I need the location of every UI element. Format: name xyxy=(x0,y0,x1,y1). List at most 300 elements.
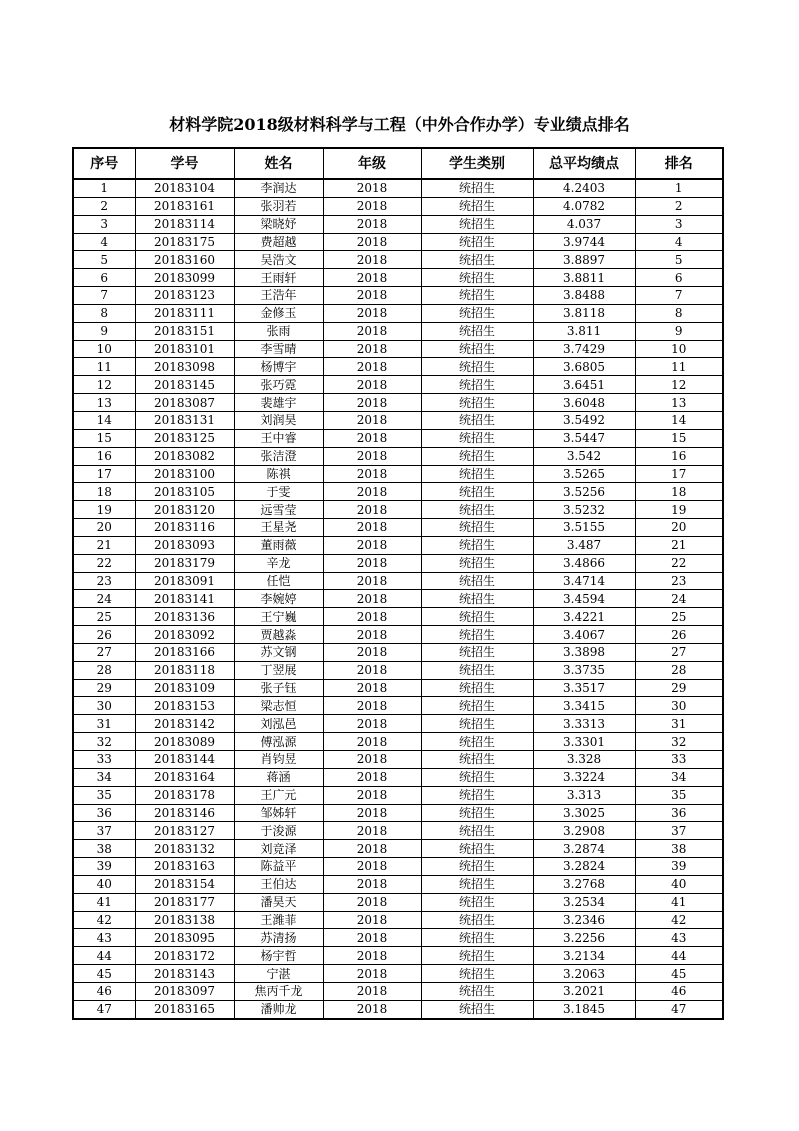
cell-grade: 2018 xyxy=(323,608,421,626)
cell-student-type: 统招生 xyxy=(421,215,533,233)
cell-seq: 1 xyxy=(73,179,135,197)
cell-rank: 36 xyxy=(635,804,723,822)
cell-gpa: 3.3025 xyxy=(533,804,635,822)
cell-student-id: 20183109 xyxy=(135,679,234,697)
table-row xyxy=(73,358,723,376)
cell-seq: 26 xyxy=(73,626,135,644)
cell-student-type: 统招生 xyxy=(421,287,533,305)
cell-name: 潘昊天 xyxy=(234,893,323,911)
cell-gpa: 3.313 xyxy=(533,786,635,804)
column-header-seq: 序号 xyxy=(73,148,135,179)
cell-rank: 25 xyxy=(635,608,723,626)
cell-rank: 42 xyxy=(635,911,723,929)
table-row xyxy=(73,501,723,519)
cell-student-id: 20183127 xyxy=(135,822,234,840)
cell-name: 蒋涵 xyxy=(234,768,323,786)
cell-student-type: 统招生 xyxy=(421,679,533,697)
cell-rank: 30 xyxy=(635,697,723,715)
cell-name: 裴雄宇 xyxy=(234,394,323,412)
table-row xyxy=(73,179,723,197)
table-row xyxy=(73,840,723,858)
cell-student-type: 统招生 xyxy=(421,608,533,626)
table-row xyxy=(73,215,723,233)
cell-gpa: 3.3415 xyxy=(533,697,635,715)
cell-grade: 2018 xyxy=(323,929,421,947)
cell-gpa: 3.3517 xyxy=(533,679,635,697)
table-row xyxy=(73,786,723,804)
cell-grade: 2018 xyxy=(323,322,421,340)
cell-grade: 2018 xyxy=(323,197,421,215)
cell-student-id: 20183114 xyxy=(135,215,234,233)
table-row xyxy=(73,197,723,215)
cell-student-id: 20183144 xyxy=(135,751,234,769)
cell-grade: 2018 xyxy=(323,358,421,376)
table-row xyxy=(73,822,723,840)
table-row xyxy=(73,465,723,483)
cell-grade: 2018 xyxy=(323,822,421,840)
cell-student-type: 统招生 xyxy=(421,626,533,644)
cell-name: 张雨 xyxy=(234,322,323,340)
cell-student-id: 20183164 xyxy=(135,768,234,786)
table-row xyxy=(73,519,723,537)
cell-student-id: 20183082 xyxy=(135,447,234,465)
cell-name: 王宁巍 xyxy=(234,608,323,626)
table-row xyxy=(73,304,723,322)
cell-name: 任恺 xyxy=(234,572,323,590)
cell-gpa: 3.6048 xyxy=(533,394,635,412)
cell-student-type: 统招生 xyxy=(421,340,533,358)
cell-student-id: 20183141 xyxy=(135,590,234,608)
cell-name: 焦丙千龙 xyxy=(234,982,323,1000)
cell-rank: 17 xyxy=(635,465,723,483)
cell-rank: 29 xyxy=(635,679,723,697)
cell-student-id: 20183087 xyxy=(135,394,234,412)
gpa-ranking-table xyxy=(72,147,724,1020)
cell-grade: 2018 xyxy=(323,376,421,394)
cell-gpa: 3.5265 xyxy=(533,465,635,483)
cell-student-id: 20183092 xyxy=(135,626,234,644)
cell-student-id: 20183175 xyxy=(135,233,234,251)
cell-grade: 2018 xyxy=(323,982,421,1000)
cell-seq: 21 xyxy=(73,536,135,554)
cell-rank: 38 xyxy=(635,840,723,858)
cell-student-type: 统招生 xyxy=(421,715,533,733)
page-title: 材料学院2018级材料科学与工程（中外合作办学）专业绩点排名 xyxy=(169,115,630,134)
cell-rank: 26 xyxy=(635,626,723,644)
cell-student-type: 统招生 xyxy=(421,447,533,465)
cell-seq: 42 xyxy=(73,911,135,929)
cell-name: 杨宇哲 xyxy=(234,947,323,965)
cell-student-id: 20183093 xyxy=(135,536,234,554)
table-row xyxy=(73,982,723,1000)
cell-name: 金修玉 xyxy=(234,304,323,322)
cell-student-type: 统招生 xyxy=(421,251,533,269)
cell-seq: 25 xyxy=(73,608,135,626)
cell-gpa: 3.5155 xyxy=(533,519,635,537)
cell-seq: 35 xyxy=(73,786,135,804)
cell-student-type: 统招生 xyxy=(421,893,533,911)
cell-seq: 38 xyxy=(73,840,135,858)
cell-student-id: 20183116 xyxy=(135,519,234,537)
table-row xyxy=(73,911,723,929)
cell-name: 梁晓妤 xyxy=(234,215,323,233)
cell-grade: 2018 xyxy=(323,519,421,537)
cell-student-type: 统招生 xyxy=(421,875,533,893)
cell-seq: 7 xyxy=(73,287,135,305)
cell-rank: 46 xyxy=(635,982,723,1000)
cell-student-type: 统招生 xyxy=(421,554,533,572)
cell-grade: 2018 xyxy=(323,643,421,661)
cell-gpa: 3.7429 xyxy=(533,340,635,358)
table-row xyxy=(73,322,723,340)
cell-seq: 34 xyxy=(73,768,135,786)
cell-rank: 47 xyxy=(635,1000,723,1018)
cell-rank: 4 xyxy=(635,233,723,251)
cell-grade: 2018 xyxy=(323,304,421,322)
cell-rank: 31 xyxy=(635,715,723,733)
cell-student-type: 统招生 xyxy=(421,411,533,429)
cell-grade: 2018 xyxy=(323,875,421,893)
cell-name: 刘泓邑 xyxy=(234,715,323,733)
cell-gpa: 3.5232 xyxy=(533,501,635,519)
cell-rank: 21 xyxy=(635,536,723,554)
cell-student-id: 20183125 xyxy=(135,429,234,447)
table-row xyxy=(73,875,723,893)
header-row xyxy=(73,148,723,179)
column-header-rank: 排名 xyxy=(635,148,723,179)
cell-rank: 2 xyxy=(635,197,723,215)
cell-gpa: 3.3301 xyxy=(533,733,635,751)
cell-gpa: 3.6805 xyxy=(533,358,635,376)
cell-rank: 10 xyxy=(635,340,723,358)
cell-student-type: 统招生 xyxy=(421,197,533,215)
cell-seq: 33 xyxy=(73,751,135,769)
cell-name: 王雨轩 xyxy=(234,269,323,287)
cell-grade: 2018 xyxy=(323,1000,421,1018)
cell-name: 王星尧 xyxy=(234,519,323,537)
cell-seq: 23 xyxy=(73,572,135,590)
table-row xyxy=(73,965,723,983)
cell-seq: 15 xyxy=(73,429,135,447)
cell-gpa: 3.811 xyxy=(533,322,635,340)
cell-grade: 2018 xyxy=(323,893,421,911)
cell-student-type: 统招生 xyxy=(421,929,533,947)
cell-grade: 2018 xyxy=(323,804,421,822)
cell-student-type: 统招生 xyxy=(421,376,533,394)
cell-student-type: 统招生 xyxy=(421,947,533,965)
cell-rank: 9 xyxy=(635,322,723,340)
cell-grade: 2018 xyxy=(323,287,421,305)
table-row xyxy=(73,429,723,447)
table-row xyxy=(73,269,723,287)
cell-student-id: 20183177 xyxy=(135,893,234,911)
cell-student-id: 20183136 xyxy=(135,608,234,626)
cell-rank: 39 xyxy=(635,858,723,876)
cell-name: 吴浩文 xyxy=(234,251,323,269)
cell-student-id: 20183098 xyxy=(135,358,234,376)
cell-gpa: 3.3224 xyxy=(533,768,635,786)
cell-grade: 2018 xyxy=(323,590,421,608)
cell-student-type: 统招生 xyxy=(421,697,533,715)
cell-gpa: 3.1845 xyxy=(533,1000,635,1018)
cell-gpa: 3.8488 xyxy=(533,287,635,305)
cell-student-type: 统招生 xyxy=(421,483,533,501)
cell-student-id: 20183165 xyxy=(135,1000,234,1018)
cell-grade: 2018 xyxy=(323,751,421,769)
cell-name: 傅泓源 xyxy=(234,733,323,751)
cell-student-id: 20183138 xyxy=(135,911,234,929)
cell-seq: 44 xyxy=(73,947,135,965)
cell-seq: 14 xyxy=(73,411,135,429)
cell-student-id: 20183132 xyxy=(135,840,234,858)
table-row xyxy=(73,483,723,501)
cell-seq: 20 xyxy=(73,519,135,537)
cell-student-type: 统招生 xyxy=(421,304,533,322)
table-row xyxy=(73,947,723,965)
column-header-student-type: 学生类别 xyxy=(421,148,533,179)
cell-seq: 18 xyxy=(73,483,135,501)
cell-name: 肖钧昱 xyxy=(234,751,323,769)
cell-gpa: 3.4594 xyxy=(533,590,635,608)
cell-name: 丁翌展 xyxy=(234,661,323,679)
cell-gpa: 3.5492 xyxy=(533,411,635,429)
cell-gpa: 3.5447 xyxy=(533,429,635,447)
cell-gpa: 3.6451 xyxy=(533,376,635,394)
cell-student-type: 统招生 xyxy=(421,840,533,858)
cell-name: 李婉婷 xyxy=(234,590,323,608)
cell-student-id: 20183166 xyxy=(135,643,234,661)
cell-student-type: 统招生 xyxy=(421,465,533,483)
cell-rank: 11 xyxy=(635,358,723,376)
cell-student-id: 20183161 xyxy=(135,197,234,215)
cell-student-type: 统招生 xyxy=(421,519,533,537)
cell-grade: 2018 xyxy=(323,626,421,644)
cell-grade: 2018 xyxy=(323,911,421,929)
table-row xyxy=(73,697,723,715)
cell-name: 王中睿 xyxy=(234,429,323,447)
cell-rank: 35 xyxy=(635,786,723,804)
cell-gpa: 3.9744 xyxy=(533,233,635,251)
cell-rank: 1 xyxy=(635,179,723,197)
cell-rank: 19 xyxy=(635,501,723,519)
cell-rank: 18 xyxy=(635,483,723,501)
cell-gpa: 3.8118 xyxy=(533,304,635,322)
cell-gpa: 3.2908 xyxy=(533,822,635,840)
cell-student-id: 20183143 xyxy=(135,965,234,983)
table-row xyxy=(73,376,723,394)
cell-seq: 45 xyxy=(73,965,135,983)
cell-seq: 11 xyxy=(73,358,135,376)
cell-seq: 6 xyxy=(73,269,135,287)
cell-seq: 29 xyxy=(73,679,135,697)
cell-student-id: 20183131 xyxy=(135,411,234,429)
cell-gpa: 3.3313 xyxy=(533,715,635,733)
cell-grade: 2018 xyxy=(323,697,421,715)
cell-rank: 44 xyxy=(635,947,723,965)
cell-seq: 24 xyxy=(73,590,135,608)
cell-student-id: 20183179 xyxy=(135,554,234,572)
table-row xyxy=(73,394,723,412)
cell-seq: 46 xyxy=(73,982,135,1000)
cell-seq: 47 xyxy=(73,1000,135,1018)
cell-rank: 45 xyxy=(635,965,723,983)
cell-gpa: 3.3898 xyxy=(533,643,635,661)
cell-student-type: 统招生 xyxy=(421,394,533,412)
cell-name: 于浚源 xyxy=(234,822,323,840)
cell-grade: 2018 xyxy=(323,679,421,697)
cell-rank: 15 xyxy=(635,429,723,447)
cell-rank: 27 xyxy=(635,643,723,661)
cell-name: 王潍菲 xyxy=(234,911,323,929)
cell-gpa: 3.2874 xyxy=(533,840,635,858)
cell-rank: 5 xyxy=(635,251,723,269)
cell-seq: 28 xyxy=(73,661,135,679)
cell-student-type: 统招生 xyxy=(421,643,533,661)
cell-seq: 31 xyxy=(73,715,135,733)
column-header-name: 姓名 xyxy=(234,148,323,179)
cell-rank: 40 xyxy=(635,875,723,893)
column-header-gpa: 总平均绩点 xyxy=(533,148,635,179)
cell-gpa: 3.4866 xyxy=(533,554,635,572)
cell-student-id: 20183105 xyxy=(135,483,234,501)
cell-gpa: 3.4067 xyxy=(533,626,635,644)
cell-seq: 27 xyxy=(73,643,135,661)
cell-grade: 2018 xyxy=(323,483,421,501)
cell-name: 王伯达 xyxy=(234,875,323,893)
table-row xyxy=(73,643,723,661)
cell-student-id: 20183145 xyxy=(135,376,234,394)
cell-grade: 2018 xyxy=(323,215,421,233)
cell-student-type: 统招生 xyxy=(421,733,533,751)
cell-name: 张羽若 xyxy=(234,197,323,215)
cell-gpa: 4.0782 xyxy=(533,197,635,215)
cell-seq: 13 xyxy=(73,394,135,412)
cell-grade: 2018 xyxy=(323,768,421,786)
cell-student-type: 统招生 xyxy=(421,661,533,679)
table-row xyxy=(73,340,723,358)
cell-name: 费超越 xyxy=(234,233,323,251)
cell-grade: 2018 xyxy=(323,179,421,197)
cell-student-type: 统招生 xyxy=(421,858,533,876)
cell-student-id: 20183142 xyxy=(135,715,234,733)
cell-rank: 12 xyxy=(635,376,723,394)
cell-rank: 34 xyxy=(635,768,723,786)
cell-name: 梁志恒 xyxy=(234,697,323,715)
cell-grade: 2018 xyxy=(323,233,421,251)
table-row xyxy=(73,554,723,572)
cell-gpa: 4.037 xyxy=(533,215,635,233)
cell-gpa: 3.2534 xyxy=(533,893,635,911)
cell-seq: 12 xyxy=(73,376,135,394)
cell-name: 刘竞泽 xyxy=(234,840,323,858)
cell-rank: 7 xyxy=(635,287,723,305)
cell-seq: 19 xyxy=(73,501,135,519)
cell-rank: 6 xyxy=(635,269,723,287)
cell-student-type: 统招生 xyxy=(421,179,533,197)
cell-seq: 16 xyxy=(73,447,135,465)
cell-name: 辛龙 xyxy=(234,554,323,572)
cell-name: 远雪莹 xyxy=(234,501,323,519)
cell-student-id: 20183160 xyxy=(135,251,234,269)
table-row xyxy=(73,679,723,697)
cell-name: 刘润昊 xyxy=(234,411,323,429)
cell-rank: 16 xyxy=(635,447,723,465)
cell-seq: 30 xyxy=(73,697,135,715)
cell-name: 杨博宇 xyxy=(234,358,323,376)
cell-gpa: 3.487 xyxy=(533,536,635,554)
cell-student-type: 统招生 xyxy=(421,804,533,822)
cell-student-type: 统招生 xyxy=(421,965,533,983)
table-row xyxy=(73,858,723,876)
cell-student-id: 20183153 xyxy=(135,697,234,715)
table-row xyxy=(73,536,723,554)
cell-grade: 2018 xyxy=(323,858,421,876)
cell-rank: 33 xyxy=(635,751,723,769)
cell-student-id: 20183100 xyxy=(135,465,234,483)
column-header-student-id: 学号 xyxy=(135,148,234,179)
cell-gpa: 3.2768 xyxy=(533,875,635,893)
cell-student-id: 20183097 xyxy=(135,982,234,1000)
cell-student-type: 统招生 xyxy=(421,786,533,804)
cell-student-type: 统招生 xyxy=(421,768,533,786)
cell-name: 贾越淼 xyxy=(234,626,323,644)
cell-seq: 10 xyxy=(73,340,135,358)
table-row xyxy=(73,608,723,626)
cell-name: 董雨薇 xyxy=(234,536,323,554)
cell-seq: 2 xyxy=(73,197,135,215)
cell-name: 邹姊轩 xyxy=(234,804,323,822)
cell-grade: 2018 xyxy=(323,965,421,983)
cell-student-id: 20183101 xyxy=(135,340,234,358)
cell-grade: 2018 xyxy=(323,251,421,269)
cell-student-type: 统招生 xyxy=(421,911,533,929)
cell-grade: 2018 xyxy=(323,269,421,287)
cell-gpa: 3.2346 xyxy=(533,911,635,929)
cell-name: 苏文钢 xyxy=(234,643,323,661)
cell-grade: 2018 xyxy=(323,411,421,429)
cell-gpa: 3.8897 xyxy=(533,251,635,269)
cell-rank: 41 xyxy=(635,893,723,911)
cell-seq: 43 xyxy=(73,929,135,947)
cell-gpa: 3.328 xyxy=(533,751,635,769)
cell-grade: 2018 xyxy=(323,536,421,554)
cell-seq: 37 xyxy=(73,822,135,840)
cell-student-id: 20183178 xyxy=(135,786,234,804)
cell-student-id: 20183172 xyxy=(135,947,234,965)
cell-gpa: 3.5256 xyxy=(533,483,635,501)
cell-rank: 8 xyxy=(635,304,723,322)
cell-student-type: 统招生 xyxy=(421,572,533,590)
cell-student-type: 统招生 xyxy=(421,822,533,840)
cell-gpa: 3.2021 xyxy=(533,982,635,1000)
table-row xyxy=(73,715,723,733)
cell-rank: 20 xyxy=(635,519,723,537)
cell-student-id: 20183163 xyxy=(135,858,234,876)
cell-grade: 2018 xyxy=(323,429,421,447)
column-header-grade: 年级 xyxy=(323,148,421,179)
cell-gpa: 3.3735 xyxy=(533,661,635,679)
table-row xyxy=(73,893,723,911)
table-row xyxy=(73,661,723,679)
cell-seq: 36 xyxy=(73,804,135,822)
cell-rank: 22 xyxy=(635,554,723,572)
cell-seq: 8 xyxy=(73,304,135,322)
cell-seq: 40 xyxy=(73,875,135,893)
cell-seq: 3 xyxy=(73,215,135,233)
cell-name: 李润达 xyxy=(234,179,323,197)
cell-name: 潘帅龙 xyxy=(234,1000,323,1018)
cell-gpa: 3.4221 xyxy=(533,608,635,626)
